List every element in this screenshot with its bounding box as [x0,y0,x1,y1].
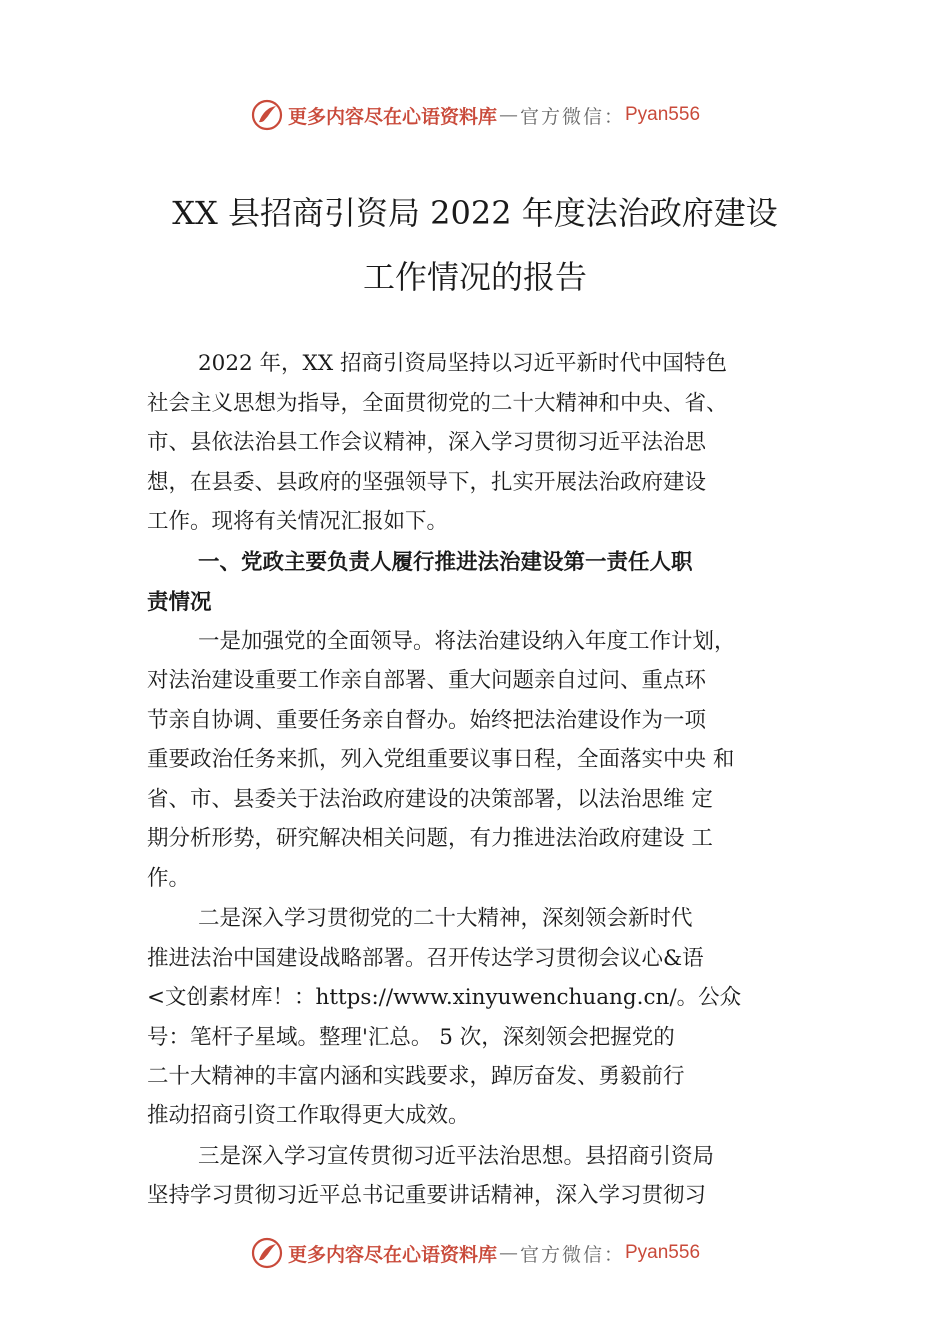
banner-brand-text: 更多内容尽在心语资料库 [287,1243,497,1266]
body-line: 推进法治中国建设战略部署。召开传达学习贯彻会议心&语 [147,946,704,971]
body-line: 一是加强党的全面领导。将法治建设纳入年度工作计划， [198,629,736,654]
body-line: 推动招商引资工作取得更大成效。 [147,1103,470,1128]
body-line: 想，在县委、县政府的坚强领导下，扎实开展法治政府建设 [147,470,707,495]
body-line: <文创素材库！：https://www.xinyuwenchuang.cn/。公众 [147,985,742,1010]
banner-account: Pyan556 [625,1242,701,1263]
section-heading-1: 一、党政主要负责人履行推进法治建设第一责任人职 [198,550,693,575]
banner-dash: — [498,104,518,126]
body-line: 工作。现将有关情况汇报如下。 [147,509,449,534]
body-line: 2022 年，XX 招商引资局坚持以习近平新时代中国特色 [198,351,727,376]
banner-wechat-label: 官方微信： [519,105,625,128]
body-line: 坚持学习贯彻习近平总书记重要讲话精神，深入学习贯彻习 [147,1183,707,1208]
watermark-banner-bottom [0,1233,950,1273]
banner-account: Pyan556 [625,104,701,125]
banner-dash: — [498,1242,518,1264]
banner-wechat-label: 官方微信： [519,1243,625,1266]
brand-logo-icon [250,1236,284,1270]
brand-logo-icon [250,98,284,132]
body-line: 三是深入学习宣传贯彻习近平法治思想。县招商引资局 [198,1144,715,1169]
body-line: 作。 [147,866,191,891]
document-title-line-1: XX 县招商引资局 2022 年度法治政府建设 [172,194,778,232]
body-line: 期分析形势，研究解决相关问题，有力推进法治政府建设 工 [147,826,713,851]
watermark-banner-top [0,95,950,135]
body-line: 节亲自协调、重要任务亲自督办。始终把法治建设作为一项 [147,708,707,733]
body-line: 社会主义思想为指导，全面贯彻党的二十大精神和中央、省、 [147,391,728,416]
section-heading-1-cont: 责情况 [147,590,212,615]
body-line: 二十大精神的丰富内涵和实践要求，踔厉奋发、勇毅前行 [147,1064,685,1089]
document-title-line-2: 工作情况的报告 [362,258,587,296]
banner-brand-text: 更多内容尽在心语资料库 [287,105,497,128]
body-line: 对法治建设重要工作亲自部署、重大问题亲自过问、重点环 [147,668,707,693]
body-line: 省、市、县委关于法治政府建设的决策部署，以法治思维 定 [147,787,713,812]
body-line: 二是深入学习贯彻党的二十大精神，深刻领会新时代 [198,906,693,931]
body-line: 市、县依法治县工作会议精神，深入学习贯彻习近平法治思 [147,430,707,455]
body-line: 号：笔杆子星域。整理'汇总。 5 次，深刻领会把握党的 [147,1025,675,1050]
body-line: 重要政治任务来抓，列入党组重要议事日程，全面落实中央 和 [147,747,735,772]
